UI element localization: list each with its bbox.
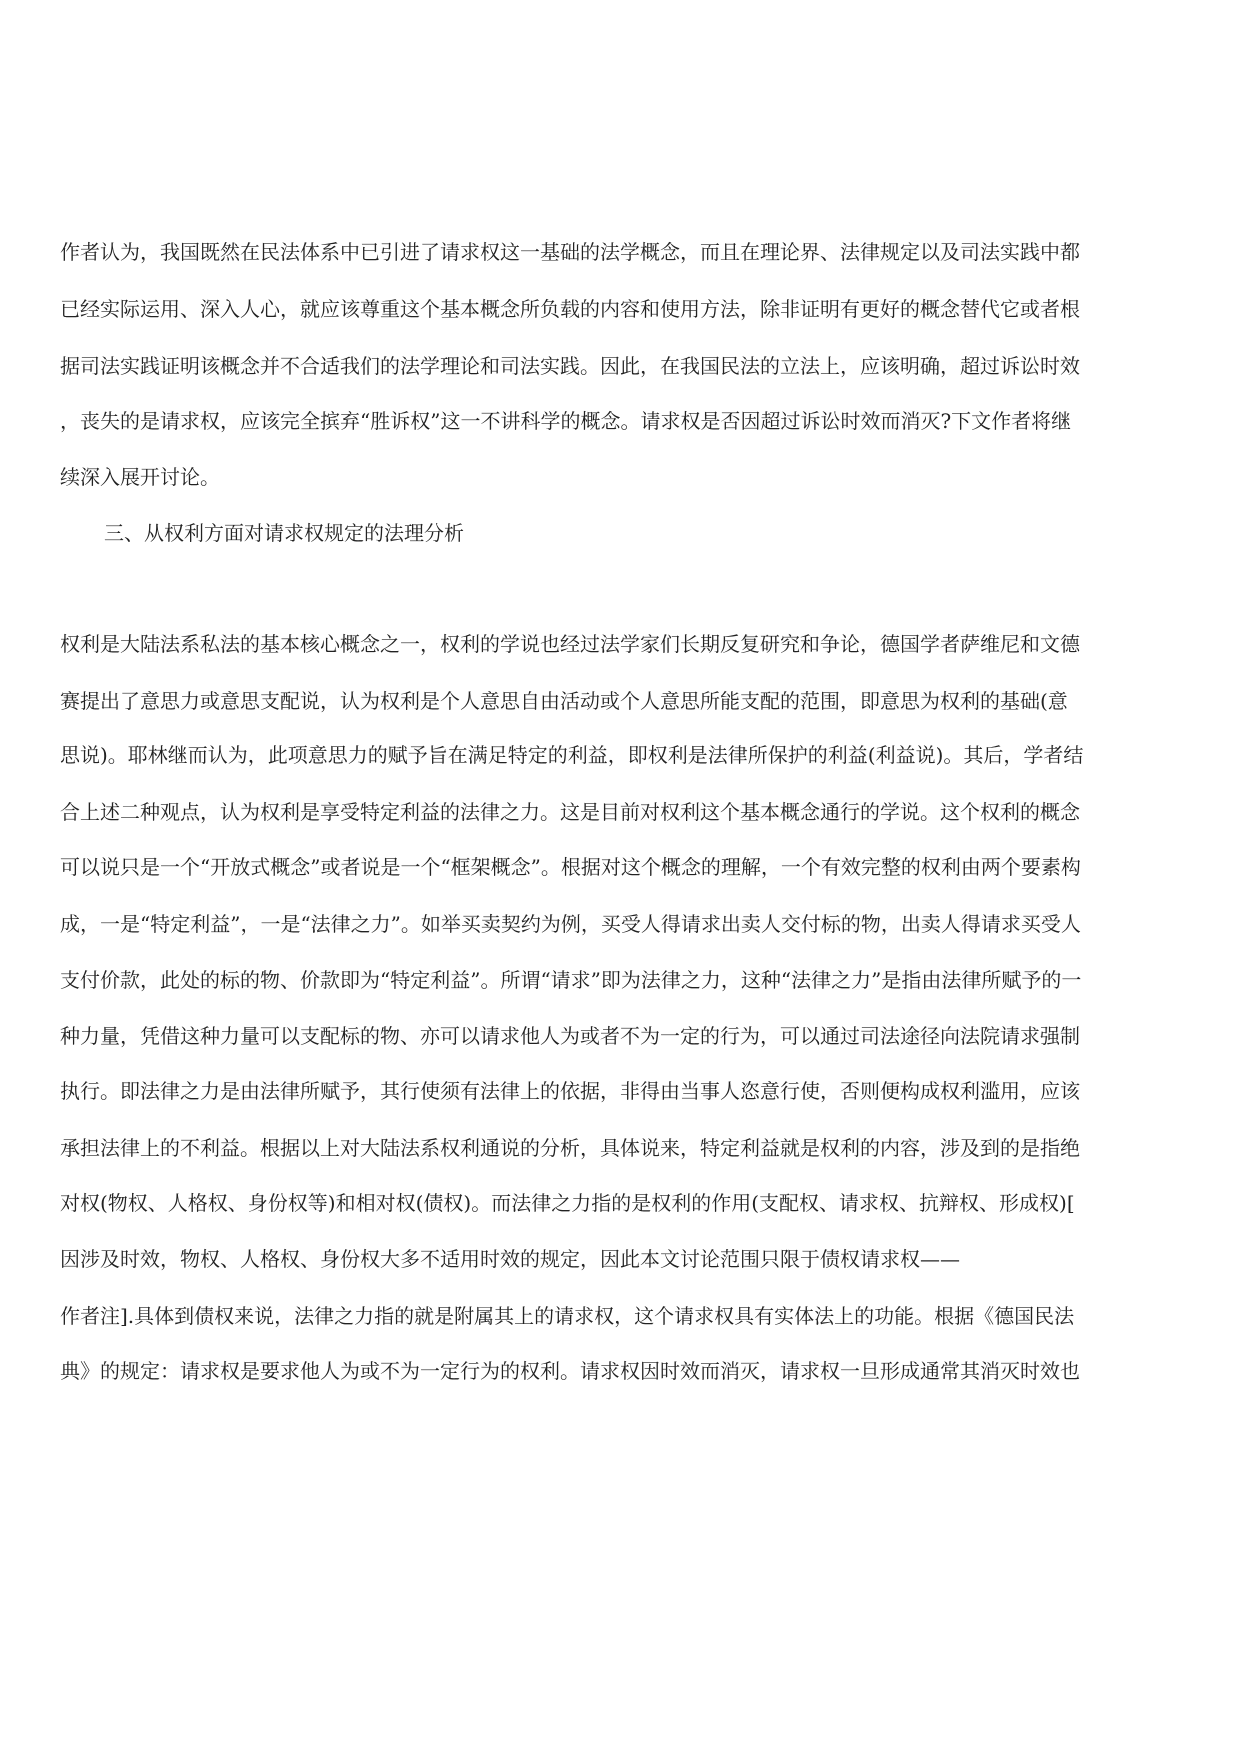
paragraph-2-line-14: 典》的规定：请求权是要求他人为或不为一定行为的权利。请求权因时效而消灭，请求权一旦形成通常其消灭时效也 [60, 1359, 1080, 1383]
paragraph-2-line-13: 作者注].具体到债权来说，法律之力指的就是附属其上的请求权，这个请求权具有实体法上的功能。根据《德国民法 [60, 1304, 1075, 1328]
section-heading: 三、从权利方面对请求权规定的法理分析 [104, 521, 464, 545]
paragraph-1-line-2: 已经实际运用、深入人心，就应该尊重这个基本概念所负载的内容和使用方法，除非证明有更好的概念替代它或者根 [60, 297, 1080, 321]
paragraph-1-line-3: 据司法实践证明该概念并不合适我们的法学理论和司法实践。因此，在我国民法的立法上，应该明确，超过诉讼时效 [60, 354, 1080, 378]
paragraph-2-line-4: 合上述二种观点，认为权利是享受特定利益的法律之力。这是目前对权利这个基本概念通行的学说。这个权利的概念 [60, 800, 1080, 824]
paragraph-2-line-10: 承担法律上的不利益。根据以上对大陆法系权利通说的分析，具体说来，特定利益就是权利的内容，涉及到的是指绝 [60, 1136, 1080, 1160]
paragraph-2-line-5: 可以说只是一个“开放式概念”或者说是一个“框架概念”。根据对这个概念的理解，一个有效完整的权利由两个要素构 [60, 855, 1081, 879]
paragraph-2-line-2: 赛提出了意思力或意思支配说，认为权利是个人意思自由活动或个人意思所能支配的范围，即意思为权利的基础(意 [60, 689, 1068, 713]
paragraph-2-line-8: 种力量，凭借这种力量可以支配标的物、亦可以请求他人为或者不为一定的行为，可以通过司法途径向法院请求强制 [60, 1024, 1080, 1048]
paragraph-2-line-7: 支付价款，此处的标的物、价款即为“特定利益”。所谓“请求”即为法律之力，这种“法律之力”是指由法律所赋予的一 [60, 968, 1082, 992]
paragraph-2-line-12: 因涉及时效，物权、人格权、身份权大多不适用时效的规定，因此本文讨论范围只限于债权请求权—— [60, 1247, 960, 1271]
paragraph-2-line-3: 思说)。耶林继而认为，此项意思力的赋予旨在满足特定的利益，即权利是法律所保护的利益(利益说)。其后，学者结 [60, 743, 1084, 767]
paragraph-2-line-9: 执行。即法律之力是由法律所赋予，其行使须有法律上的依据，非得由当事人恣意行使，否则便构成权利滥用，应该 [60, 1079, 1080, 1103]
paragraph-1-line-1: 作者认为，我国既然在民法体系中已引进了请求权这一基础的法学概念，而且在理论界、法律规定以及司法实践中都 [60, 240, 1080, 264]
paragraph-2-line-11: 对权(物权、人格权、身份权等)和相对权(债权)。而法律之力指的是权利的作用(支配权、请求权、抗辩权、形成权)[ [60, 1191, 1075, 1215]
paragraph-2-line-1: 权利是大陆法系私法的基本核心概念之一，权利的学说也经过法学家们长期反复研究和争论，德国学者萨维尼和文德 [60, 632, 1080, 656]
paragraph-1-line-4: ，丧失的是请求权，应该完全摈弃“胜诉权”这一不讲科学的概念。请求权是否因超过诉讼时效而消灭?下文作者将继 [60, 409, 1072, 433]
paragraph-1-line-5: 续深入展开讨论。 [60, 465, 220, 489]
paragraph-2-line-6: 成，一是“特定利益”，一是“法律之力”。如举买卖契约为例，买受人得请求出卖人交付标的物，出卖人得请求买受人 [60, 912, 1081, 936]
